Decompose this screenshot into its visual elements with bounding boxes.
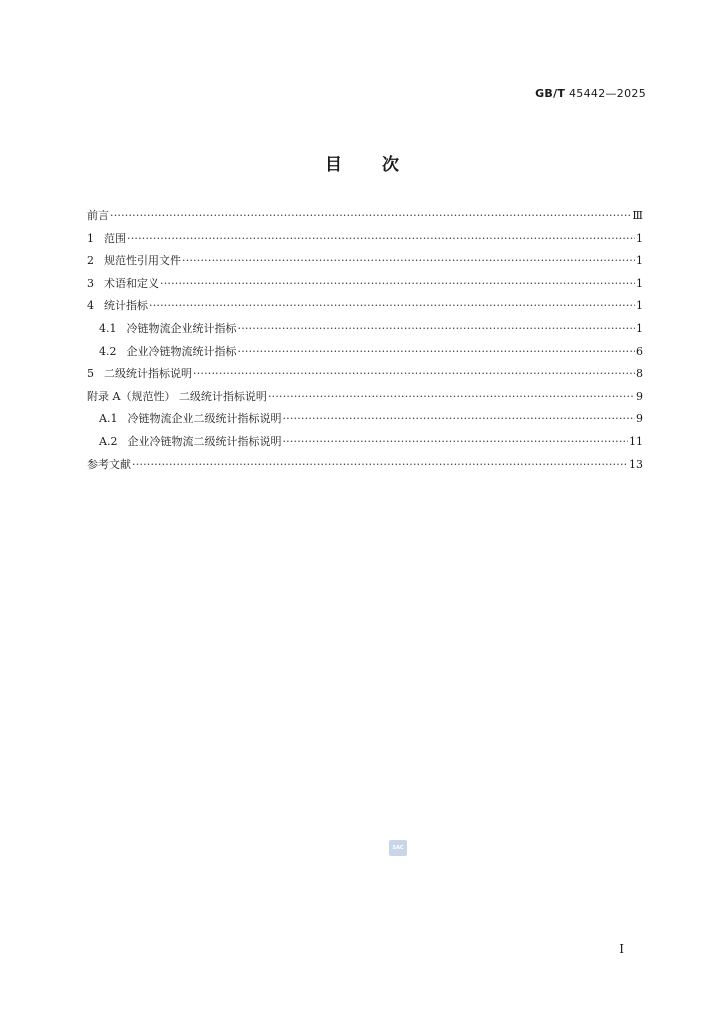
toc-entry-foreword[interactable] <box>87 205 643 228</box>
toc-entry-page: 1 <box>636 254 643 268</box>
toc-entry-page: 9 <box>636 389 643 403</box>
toc-title <box>0 150 724 175</box>
toc-entry-number: 4.1 <box>99 321 117 335</box>
toc-entry-page: 13 <box>629 457 643 471</box>
toc-entry-page: 8 <box>636 367 643 381</box>
standard-prefix: GB/T <box>535 87 566 100</box>
toc-entry-page: 11 <box>629 434 643 448</box>
toc-entry-page: 1 <box>636 276 643 290</box>
toc-entry-a-2[interactable] <box>87 431 643 454</box>
toc-entry-4-2[interactable] <box>87 341 643 364</box>
toc-entry-appendix-a[interactable] <box>87 386 643 409</box>
toc-leader-dots <box>132 454 628 477</box>
toc-entry-page: 1 <box>636 299 643 313</box>
toc-entry-label: 前言 <box>87 209 109 222</box>
toc-entry-number: 3 <box>87 276 94 290</box>
toc-entry-bibliography[interactable] <box>87 454 643 477</box>
toc-leader-dots <box>160 273 635 296</box>
toc-entry-label: 冷链物流企业统计指标 <box>126 321 237 335</box>
toc-leader-dots <box>238 318 636 341</box>
table-of-contents <box>87 205 643 476</box>
toc-entry-label: 企业冷链物流统计指标 <box>126 344 237 358</box>
toc-entry-number: 1 <box>87 231 94 245</box>
toc-entry-number: 5 <box>87 367 94 381</box>
toc-entry-label: 范围 <box>104 231 126 245</box>
toc-entry-page: 6 <box>636 344 643 358</box>
toc-entry-number: 2 <box>87 254 94 268</box>
toc-leader-dots <box>268 386 635 409</box>
toc-entry-page: 1 <box>636 321 643 335</box>
toc-entry-4-1[interactable] <box>87 318 643 341</box>
toc-entry-page: Ⅲ <box>632 209 643 222</box>
toc-entry-label: 规范性引用文件 <box>104 254 181 268</box>
toc-entry-label: 企业冷链物流二级统计指标说明 <box>127 434 282 448</box>
toc-entry-a-1[interactable] <box>87 408 643 431</box>
toc-leader-dots <box>127 228 635 251</box>
toc-entry-label: 统计指标 <box>104 299 148 313</box>
toc-leader-dots <box>182 250 635 273</box>
toc-leader-dots <box>238 341 636 364</box>
toc-entry-number: 4 <box>87 299 94 313</box>
toc-entry-number: A.1 <box>99 412 118 426</box>
toc-entry-number: A.2 <box>99 434 118 448</box>
toc-entry-page: 9 <box>636 412 643 426</box>
toc-entry-label: 冷链物流企业二级统计指标说明 <box>127 412 282 426</box>
toc-title-char-2: 次 <box>382 155 399 175</box>
toc-leader-dots <box>282 408 635 431</box>
toc-entry-statistical-indicators[interactable] <box>87 295 643 318</box>
toc-leader-dots <box>110 205 631 228</box>
standard-number: 45442—2025 <box>569 87 646 100</box>
toc-entry-label: 参考文献 <box>87 457 131 471</box>
standard-code <box>535 87 646 100</box>
toc-entry-label: 术语和定义 <box>104 276 159 290</box>
toc-leader-dots <box>282 431 628 454</box>
toc-entry-scope[interactable] <box>87 228 643 251</box>
toc-leader-dots <box>149 295 635 318</box>
toc-title-char-1: 目 <box>325 155 342 175</box>
toc-entry-label: 附录 A（规范性） 二级统计指标说明 <box>87 389 267 403</box>
toc-leader-dots <box>193 363 635 386</box>
toc-entry-normative-references[interactable] <box>87 250 643 273</box>
toc-entry-terms-definitions[interactable] <box>87 273 643 296</box>
toc-entry-secondary-indicators[interactable] <box>87 363 643 386</box>
publisher-logo-icon: SAC <box>389 840 407 856</box>
toc-entry-label: 二级统计指标说明 <box>104 367 192 381</box>
toc-entry-number: 4.2 <box>99 344 117 358</box>
page-number: I <box>619 942 624 956</box>
toc-entry-page: 1 <box>636 231 643 245</box>
